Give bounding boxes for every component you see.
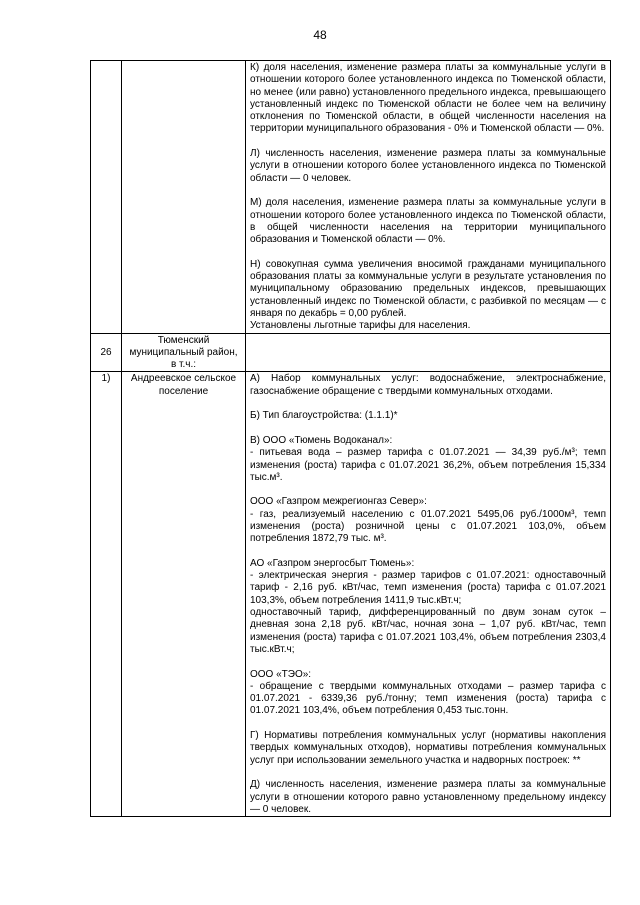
document-table (90, 60, 611, 817)
row-municipality: Тюменский муниципальный район, в т.ч.: (122, 333, 246, 372)
paragraph: А) Набор коммунальных услуг: водоснабжение, электроснабжение, газоснабжение обращение с твердыми коммунальных отходами. (250, 373, 606, 397)
row-number: 26 (91, 333, 122, 372)
row-content (246, 61, 611, 334)
paragraph: М) доля населения, изменение размера платы за коммунальные услуги в отношении которого более установленного индекса по Тюменской области, в общей численности населения на территории муниципального образования и Тюменской области — 0%. (250, 197, 606, 246)
paragraph: Б) Тип благоустройства: (1.1.1)* (250, 410, 398, 422)
row-municipality: Андреевское сельское поселение (122, 372, 246, 817)
paragraph: Установлены льготные тарифы для населения. (250, 320, 471, 332)
row-municipality (122, 61, 246, 334)
paragraph: Н) совокупная сумма увеличения вносимой гражданами муниципального образования платы за коммунальные услуги в результате установления по муниципальному образованию предельных индексов, превышающих установленный индекс по Тюменской области, с разбивкой по месяцам — с января по декабрь = 0,00 рублей. (250, 258, 606, 319)
table-row (91, 61, 611, 334)
row-number (91, 61, 122, 334)
row-number: 1) (91, 372, 122, 817)
table-row (91, 333, 611, 372)
document-table-body (91, 61, 611, 817)
row-content (246, 333, 611, 372)
table-row (91, 372, 611, 817)
paragraph: Л) численность населения, изменение размера платы за коммунальные услуги в отношении которого более установленного индекса по Тюменской области — 0 человек. (250, 148, 606, 184)
paragraph: Г) Нормативы потребления коммунальных услуг (нормативы накопления твердых коммунальных отходов), нормативы потребления коммунальных услуг при использовании земельного участка и надворных построек: ** (250, 730, 606, 766)
paragraph: К) доля населения, изменение размера платы за коммунальные услуги в отношении которого более установленного индекса по Тюменской области, но менее (или равно) установленного предельного индекса, превышающего установленный индекс по Тюменской области не более чем на величину отклонения по Тюменской области, в общей численности населения на территории муниципального образования - 0% и Тюменской области — 0%. (250, 62, 606, 135)
paragraph: АО «Газпром энергосбыт Тюмень»: - электрическая энергия - размер тарифов с 01.07.2021: одноставочный тариф - 2,16 руб. кВт/час, темп изменения (роста) тарифа с 01.07.2021 103,3%, объем потребления 1411,9 тыс.кВт.ч; одноставочный тариф, дифференцированный по двум зонам суток – дневная зона 2,18 руб. кВт/час, ночная зона – 1,07 руб. кВт/час, темп изменения (роста) тарифа с 01.07.2021 103,4%, объем потребления 2303,4 тыс.кВт.ч; (250, 557, 606, 655)
row-content (246, 372, 611, 817)
paragraph: Д) численность населения, изменение размера платы за коммунальные услуги в отношении которого равно установленному предельному индексу — 0 человек. (250, 779, 606, 815)
page-number: 48 (313, 28, 327, 42)
paragraph: ООО «Газпром межрегионгаз Север»: - газ, реализуемый населению с 01.07.2021 5495,06 руб./1000м³, темп изменения (роста) розничной цены с 01.07.2021 103,0%, объем потребления 1872,79 тыс. м³. (250, 496, 606, 545)
paragraph: В) ООО «Тюмень Водоканал»: - питьевая вода – размер тарифа с 01.07.2021 — 34,39 руб./м³; темп изменения (роста) тарифа с 01.07.2021 36,2%, объем потребления 15,334 тыс.м³. (250, 434, 606, 483)
paragraph: ООО «ТЭО»: - обращение с твердыми коммунальных отходами – размер тарифа с 01.07.2021 - 6339,36 руб./тонну; темп изменения (роста) тарифа с 01.07.2021 103,4%, объем потребления 0,453 тыс.тонн. (250, 668, 606, 717)
